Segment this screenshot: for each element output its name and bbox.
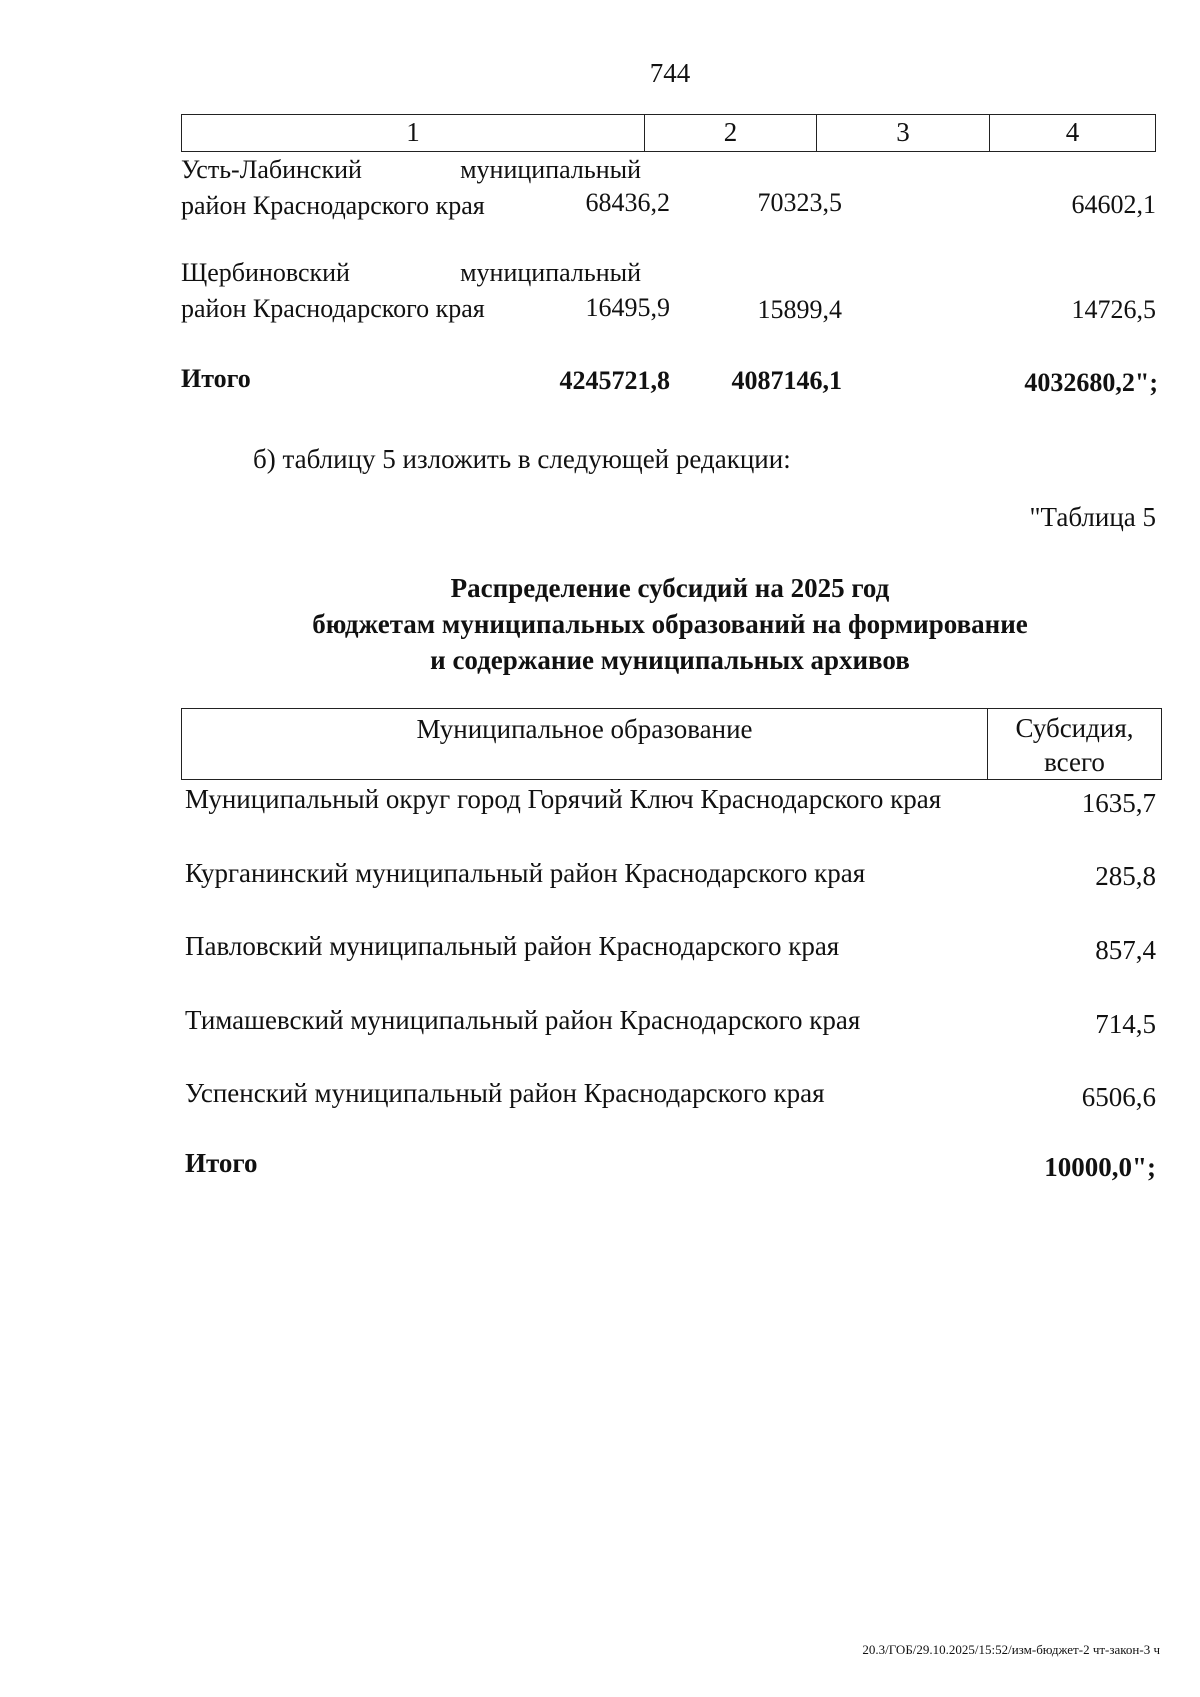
table1-header bbox=[181, 114, 1156, 152]
name-part: район Краснодарского края bbox=[181, 294, 485, 323]
table2-total-label: Итого bbox=[185, 1148, 258, 1178]
table2-row-name: Муниципальный округ город Горячий Ключ Краснодарского края bbox=[185, 784, 942, 814]
table1-row bbox=[181, 255, 1156, 327]
title-line: Распределение субсидий на 2025 год bbox=[450, 573, 890, 603]
name-part: Щербиновский bbox=[181, 258, 350, 287]
table2-row-value: 1635,7 bbox=[1081, 788, 1156, 818]
table1-header-col4: 4 bbox=[1065, 117, 1080, 147]
table-title bbox=[0, 570, 1200, 678]
document-footer: 20.3/ГОБ/29.10.2025/15:52/изм-бюджет-2 чт-закон-3 ч bbox=[862, 1642, 1160, 1657]
name-part: район Краснодарского края bbox=[181, 191, 485, 220]
header-line: всего bbox=[1044, 747, 1105, 777]
table1-cell-col2: 16495,9 bbox=[585, 293, 670, 322]
instruction-paragraph: б) таблицу 5 изложить в следующей редакции: bbox=[253, 444, 791, 474]
table2-row-name: Курганинский муниципальный район Краснодарского края bbox=[185, 858, 866, 888]
table2-row-name: Тимашевский муниципальный район Краснодарского края bbox=[185, 1005, 861, 1035]
table1-header-col3: 3 bbox=[817, 115, 990, 151]
table2-header bbox=[181, 708, 1162, 780]
table1-cell-col4: 64602,1 bbox=[1071, 190, 1156, 219]
title-line: бюджетам муниципальных образований на формирование bbox=[312, 609, 1028, 639]
table2-total-value: 10000,0"; bbox=[1044, 1152, 1156, 1182]
table1-row-name bbox=[181, 152, 641, 224]
name-part: муниципальный bbox=[460, 155, 641, 184]
name-part: Усть-Лабинский bbox=[181, 155, 362, 184]
table2-header-col1: Муниципальное образование bbox=[182, 709, 988, 779]
table1-header-col1: 1 bbox=[182, 115, 645, 151]
table1-total-row bbox=[181, 364, 1158, 397]
table2-row-name: Павловский муниципальный район Краснодарского края bbox=[185, 931, 840, 961]
table2-row-value: 714,5 bbox=[1095, 1009, 1156, 1039]
table2-row-value: 6506,6 bbox=[1081, 1082, 1156, 1112]
table1-row bbox=[181, 152, 1156, 224]
table1-total-col3: 4087146,1 bbox=[731, 366, 842, 395]
name-part: муниципальный bbox=[460, 258, 641, 287]
table2-row-value: 285,8 bbox=[1095, 861, 1156, 891]
table1-cell-col2: 68436,2 bbox=[585, 188, 670, 217]
title-line: и содержание муниципальных архивов bbox=[430, 645, 910, 675]
page-number: 744 bbox=[649, 58, 691, 88]
table1-cell-col3: 70323,5 bbox=[757, 188, 842, 217]
table1-cell-col3: 15899,4 bbox=[757, 295, 842, 324]
table-label: "Таблица 5 bbox=[1029, 502, 1156, 532]
table1-header-col2: 2 bbox=[645, 115, 817, 151]
table1-total-label: Итого bbox=[181, 364, 251, 393]
table1-row-name bbox=[181, 255, 641, 327]
table1-cell-col4: 14726,5 bbox=[1071, 295, 1156, 324]
table2-header-col2 bbox=[988, 709, 1161, 779]
table1-total-col4: 4032680,2"; bbox=[1024, 368, 1158, 397]
table2-row-name: Успенский муниципальный район Краснодарского края bbox=[185, 1078, 825, 1108]
header-line: Субсидия, bbox=[1015, 713, 1134, 743]
table2-row-value: 857,4 bbox=[1095, 935, 1156, 965]
table1-total-col2: 4245721,8 bbox=[559, 366, 670, 395]
